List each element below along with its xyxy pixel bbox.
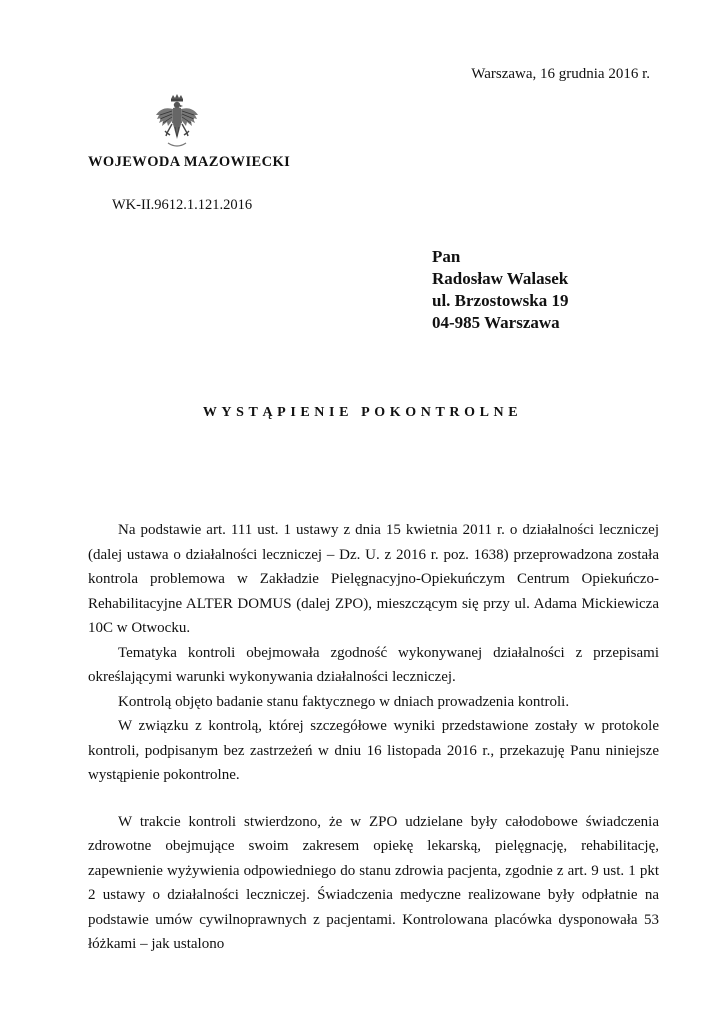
body-paragraph: Tematyka kontroli obejmowała zgodność wykonywanej działalności z przepisami określającymi warunki wykonywania działalności leczniczej. [88,644,659,685]
polish-eagle-emblem-icon [154,93,200,151]
reference-number: WK-II.9612.1.121.2016 [112,197,253,213]
addressee-street: ul. Brzostowska 19 [432,291,569,310]
addressee-city: 04-985 Warszawa [432,313,560,332]
body-paragraph: Kontrolą objęto badanie stanu faktycznego w dniach prowadzenia kontroli. [118,693,570,710]
addressee-salutation: Pan [432,247,461,266]
document-body [88,518,659,957]
body-paragraph: Na podstawie art. 111 ust. 1 ustawy z dnia 15 kwietnia 2011 r. o działalności leczniczej (dalej ustawa o działalności leczniczej – Dz. U. z 2016 r. poz. 1638) przeprowadzona została kontrola problemowa w Zakładzie Pielęgnacyjno-Opiekuńczym Centrum Opiekuńczo-Rehabilitacyjne ALTER DOMUS (dalej ZPO), mieszczącym się przy ul. Adama Mickiewicza 10C w Otwocku. [88,522,659,636]
document-title: WYSTĄPIENIE POKONTROLNE [202,405,523,420]
date-line: Warszawa, 16 grudnia 2016 r. [471,66,650,82]
addressee-name: Radosław Walasek [432,269,569,288]
body-paragraph: W trakcie kontroli stwierdzono, że w ZPO udzielane były całodobowe świadczenia zdrowotne obejmujące swoim zakresem opiekę lekarską, pielęgnację, rehabilitację, zapewnienie wyżywienia odpowiedniego do stanu zdrowia pacjenta, zgodnie z art. 9 ust. 1 pkt 2 ustawy o działalności leczniczej. Świadczenia medyczne realizowane były odpłatnie na podstawie umów cywilnoprawnych z pacjentami. Kontrolowana placówka dysponowała 53 łóżkami – jak ustalono [88,813,659,952]
body-paragraph: W związku z kontrolą, której szczegółowe wyniki przedstawione zostały w protokole kontroli, podpisanym bez zastrzeżeń w dniu 16 listopada 2016 r., przekazuję Panu niniejsze wystąpienie pokontrolne. [88,718,659,783]
organization-name: WOJEWODA MAZOWIECKI [88,154,291,170]
addressee-block [432,246,568,334]
